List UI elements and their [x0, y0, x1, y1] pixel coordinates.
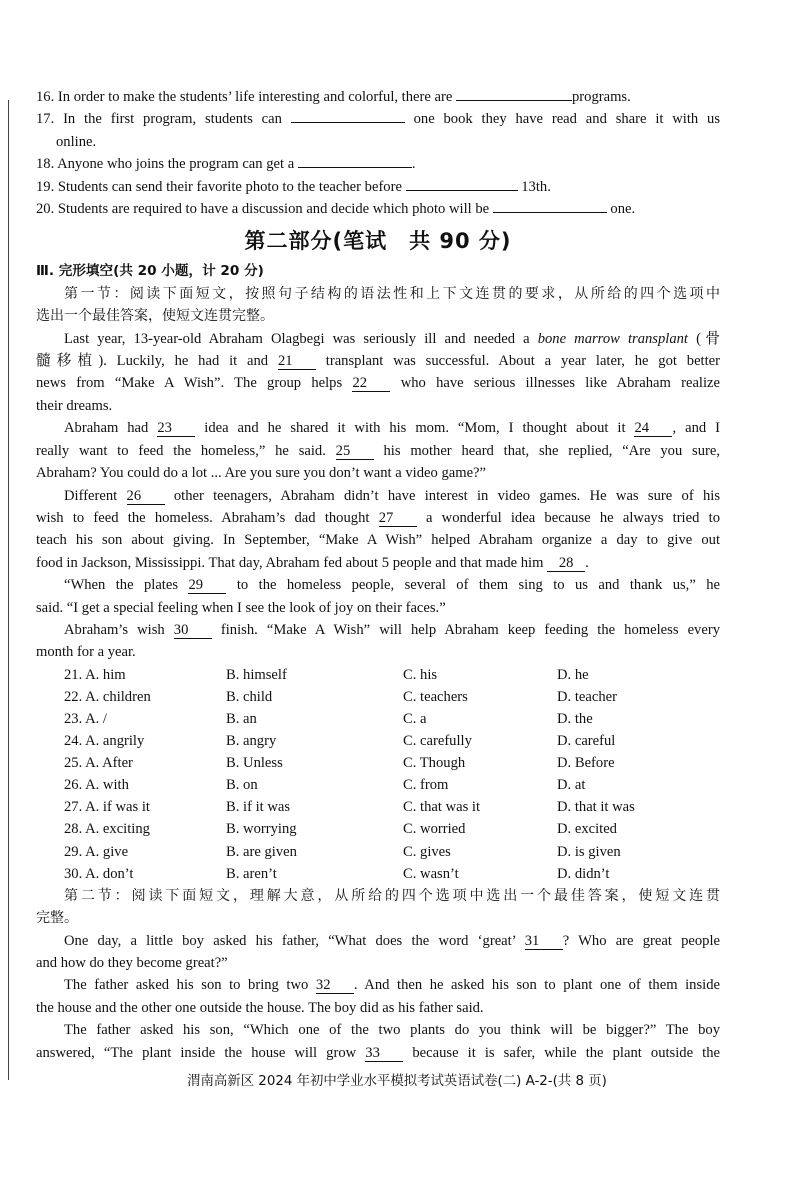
- passage-line: One day, a little boy asked his father, “What does the word ‘great’ 31 ? Who are great people: [64, 932, 720, 949]
- cloze-blank-26[interactable]: 26: [127, 489, 165, 505]
- option-b[interactable]: B. worrying: [226, 821, 297, 838]
- question-16: 16. In order to make the students’ life interesting and colorful, there are programs.: [36, 89, 631, 105]
- options-row-29: [36, 841, 720, 863]
- option-d[interactable]: D. the: [557, 710, 593, 727]
- passage-line: the house and the other one outside the house. The boy did as his father said.: [36, 999, 484, 1016]
- option-d[interactable]: D. Before: [557, 755, 615, 772]
- cloze-blank-31[interactable]: 31: [525, 934, 563, 950]
- options-row-27: [36, 796, 720, 818]
- option-b[interactable]: B. on: [226, 777, 258, 794]
- options-table: [36, 664, 720, 885]
- options-row-24: [36, 730, 720, 752]
- option-d[interactable]: D. that it was: [557, 799, 635, 816]
- option-d[interactable]: D. is given: [557, 843, 621, 860]
- section-2-instruction: 第二节：阅读下面短文，理解大意，从所给的四个选项中选出一个最佳答案，使短文连贯: [64, 887, 720, 904]
- option-a[interactable]: 25. A. After: [64, 755, 133, 772]
- option-c[interactable]: C. Though: [403, 755, 466, 772]
- question-17-continued: online.: [56, 133, 97, 150]
- passage-line: Last year, 13-year-old Abraham Olagbegi was seriously ill and needed a bone marrow transplant (骨: [64, 330, 720, 347]
- options-row-21: [36, 664, 720, 686]
- passage-line: news from “Make A Wish”. The group helps 22 who have serious illnesses like Abraham realize: [36, 375, 720, 392]
- cloze-blank-29[interactable]: 29: [188, 578, 226, 594]
- passage-line: teach his son about giving. In September, “Make A Wish” helped Abraham organize a day to give out: [36, 532, 720, 549]
- option-d[interactable]: D. didn’t: [557, 865, 610, 882]
- cloze-blank-32[interactable]: 32: [316, 978, 354, 994]
- options-row-30: [36, 863, 720, 885]
- option-b[interactable]: B. Unless: [226, 755, 283, 772]
- option-c[interactable]: C. gives: [403, 843, 451, 860]
- passage-line: Abraham had 23 idea and he shared it with his mom. “Mom, I thought about it 24 , and I: [64, 420, 720, 437]
- answer-blank[interactable]: [493, 212, 607, 213]
- question-18: 18. Anyone who joins the program can get a .: [36, 156, 416, 173]
- passage-line: wish to feed the homeless. Abraham’s dad thought 27 a wonderful idea because he always tried to: [36, 509, 720, 526]
- option-b[interactable]: B. if it was: [226, 799, 291, 816]
- passage-line: 髓移植). Luckily, he had it and 21 transplant was successful. About a year later, he got better: [36, 353, 721, 370]
- section-3-title: Ⅲ. 完形填空(共 20 小题，计 20 分): [36, 263, 264, 280]
- option-c[interactable]: C. carefully: [403, 733, 472, 750]
- option-a[interactable]: 26. A. with: [64, 777, 129, 794]
- cloze-blank-23[interactable]: 23: [157, 421, 195, 437]
- cloze-passage-2: [36, 930, 720, 1064]
- option-a[interactable]: 30. A. don’t: [64, 865, 134, 882]
- option-b[interactable]: B. an: [226, 710, 257, 727]
- options-row-23: [36, 708, 720, 730]
- passage-line: answered, “The plant inside the house will grow 33 because it is safer, while the plant outside the: [36, 1044, 720, 1061]
- passage-line: really want to feed the homeless,” he said. 25 his mother heard that, she replied, “Are you sure,: [36, 442, 721, 459]
- option-b[interactable]: B. aren’t: [226, 865, 277, 882]
- passage-line: “When the plates 29 to the homeless people, several of them sing to us and thank us,” he: [64, 577, 720, 594]
- option-a[interactable]: 21. A. him: [64, 666, 126, 683]
- option-c[interactable]: C. teachers: [403, 688, 468, 705]
- passage-line: month for a year.: [36, 644, 136, 661]
- option-a[interactable]: 22. A. children: [64, 688, 151, 705]
- answer-blank[interactable]: [406, 190, 518, 191]
- question-17: 17. In the first program, students can one book they have read and share it with us: [36, 111, 721, 128]
- option-b[interactable]: B. child: [226, 688, 273, 705]
- passage-line: their dreams.: [36, 397, 113, 414]
- passage-line: Abraham’s wish 30 finish. “Make A Wish” will help Abraham keep feeding the homeless every: [64, 621, 720, 638]
- section-1-instruction-cont: 选出一个最佳答案，使短文连贯完整。: [36, 308, 274, 325]
- passage-line: and how do they become great?”: [36, 954, 228, 971]
- answer-blank[interactable]: [298, 167, 412, 168]
- option-d[interactable]: D. teacher: [557, 688, 617, 705]
- cloze-blank-25[interactable]: 25: [336, 444, 374, 460]
- passage-line: food in Jackson, Mississippi. That day, Abraham fed about 5 people and that made him 28 .: [36, 554, 589, 571]
- option-c[interactable]: C. his: [403, 666, 438, 683]
- cloze-blank-21[interactable]: 21: [278, 354, 316, 370]
- binding-margin-line: [8, 100, 9, 1080]
- options-row-25: [36, 752, 720, 774]
- page-footer: 渭南高新区 2024 年初中学业水平模拟考试英语试卷(二) A-2-(共 8 页): [187, 1074, 607, 1089]
- cloze-blank-22[interactable]: 22: [352, 376, 390, 392]
- option-a[interactable]: 23. A. /: [64, 710, 107, 727]
- option-c[interactable]: C. that was it: [403, 799, 481, 816]
- option-c[interactable]: C. from: [403, 777, 449, 794]
- passage-line: The father asked his son, “Which one of the two plants do you think will be bigger?” The boy: [64, 1022, 720, 1039]
- option-d[interactable]: D. excited: [557, 821, 617, 838]
- option-d[interactable]: D. careful: [557, 733, 616, 750]
- exam-page: [36, 86, 720, 1064]
- answer-blank[interactable]: [456, 100, 572, 101]
- cloze-blank-33[interactable]: 33: [365, 1046, 403, 1062]
- passage-line: said. “I get a special feeling when I see the look of joy on their faces.”: [36, 599, 446, 616]
- options-row-26: [36, 774, 720, 796]
- option-a[interactable]: 29. A. give: [64, 843, 129, 860]
- option-a[interactable]: 28. A. exciting: [64, 821, 150, 838]
- passage-line: The father asked his son to bring two 32 . And then he asked his son to plant one of them inside: [64, 977, 720, 994]
- part-two-title: 第二部分(笔试 共 90 分): [244, 229, 512, 254]
- option-a[interactable]: 27. A. if was it: [64, 799, 150, 816]
- options-row-22: [36, 686, 720, 708]
- question-20: 20. Students are required to have a discussion and decide which photo will be one.: [36, 201, 636, 218]
- option-c[interactable]: C. wasn’t: [403, 865, 459, 882]
- passage-line: Different 26 other teenagers, Abraham didn’t have interest in video games. He was sure of his: [64, 487, 721, 504]
- section-2-instruction-cont: 完整。: [36, 910, 78, 927]
- option-a[interactable]: 24. A. angrily: [64, 733, 145, 750]
- option-b[interactable]: B. are given: [226, 843, 297, 860]
- cloze-blank-24[interactable]: 24: [634, 421, 672, 437]
- option-b[interactable]: B. himself: [226, 666, 287, 683]
- option-c[interactable]: C. worried: [403, 821, 466, 838]
- option-b[interactable]: B. angry: [226, 733, 277, 750]
- options-row-28: [36, 818, 720, 840]
- cloze-passage-1: [36, 328, 720, 664]
- option-d[interactable]: D. at: [557, 777, 586, 794]
- cloze-blank-28[interactable]: 28: [547, 556, 585, 572]
- cloze-blank-27[interactable]: 27: [379, 511, 417, 527]
- answer-blank[interactable]: [291, 122, 405, 123]
- section-1-instruction: 第一节：阅读下面短文，按照句子结构的语法性和上下文连贯的要求，从所给的四个选项中: [64, 285, 720, 302]
- cloze-blank-30[interactable]: 30: [174, 623, 212, 639]
- option-d[interactable]: D. he: [557, 666, 589, 683]
- fill-in-questions: [36, 86, 720, 220]
- question-19: 19. Students can send their favorite photo to the teacher before 13th.: [36, 178, 551, 195]
- option-c[interactable]: C. a: [403, 710, 427, 727]
- passage-line: Abraham? You could do a lot ... Are you sure you don’t want a video game?”: [36, 465, 487, 482]
